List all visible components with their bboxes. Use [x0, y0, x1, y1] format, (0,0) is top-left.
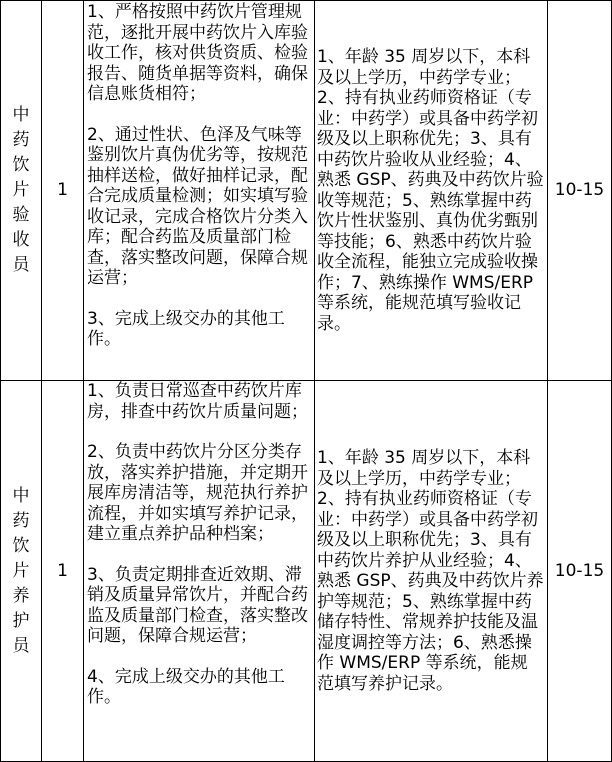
position-name: 中药饮片验收员: [12, 105, 30, 275]
requirements-cell: [315, 381, 548, 762]
requirements-text: 1、年龄 35 周岁以下，本科及以上学历，中药学专业；2、持有执业药师资格证（专业：中药学）或具备中药学初级及以上职称优先；3、具有中药饮片验收从业经验；4、熟悉 GSP、药典及中药饮片验收等规范；5、熟练掌握中药饮片性状鉴别、真伪优劣甄别等技能；6、熟悉中药饮片验收全流程，能独立完成验收操作；7、熟练操作 WMS/ERP 等系统，能规范填写验收记录。: [317, 47, 544, 334]
requirements-cell: [315, 1, 548, 381]
position-cell: [1, 381, 42, 762]
duties-cell: [84, 381, 315, 762]
duty-item: 2、负责中药饮片分区分类存放，落实养护措施，并定期开展库房清洁等，规范执行养护流程，并如实填写养护记录，建立重点养护品种档案；: [87, 442, 308, 544]
headcount-cell: 1: [42, 381, 84, 762]
duties-cell: [84, 1, 315, 381]
position-name: 中药饮片养护员: [12, 485, 30, 656]
salary-cell: 10-15: [548, 381, 612, 762]
requirements-text: 1、年龄 35 周岁以下，本科及以上学历，中药学专业；2、持有执业药师资格证（专业：中药学）或具备中药学初级及以上职称优先；3、具有中药饮片养护从业经验；4、熟悉 GSP、药典及中药饮片养护等规范；5、熟练掌握中药储存特性、常规养护技能及温湿度调控等方法；6、熟悉操作 WMS/ERP 等系统，能规范填写养护记录。: [317, 448, 544, 694]
duty-item: 3、完成上级交办的其他工作。: [87, 308, 285, 349]
position-cell: [1, 1, 42, 381]
duty-item: 3、负责定期排查近效期、滞销及质量异常饮片，并配合药监及质量部门检查，落实整改问题，保障合规运营；: [87, 564, 308, 646]
duty-item: 1、严格按照中药饮片管理规范，逐批开展中药饮片入库验收工作，核对供货资质、检验报告、随货单据等资料，确保信息账货相符；: [87, 2, 308, 104]
duty-item: 1、负责日常巡查中药饮片库房，排查中药饮片质量问题；: [87, 381, 308, 422]
duty-item: 4、完成上级交办的其他工作。: [87, 666, 285, 707]
duty-item: 2、通过性状、色泽及气味等鉴别饮片真伪优劣等，按规范抽样送检，做好抽样记录，配合完成质量检测；如实填写验收记录，完成合格饮片分类入库；配合药监及质量部门检查，落实整改问题，保障合规运营；: [87, 124, 308, 288]
table-row: [1, 1, 612, 381]
salary-cell: 10-15: [548, 1, 612, 381]
table-row: [1, 381, 612, 762]
headcount-cell: 1: [42, 1, 84, 381]
